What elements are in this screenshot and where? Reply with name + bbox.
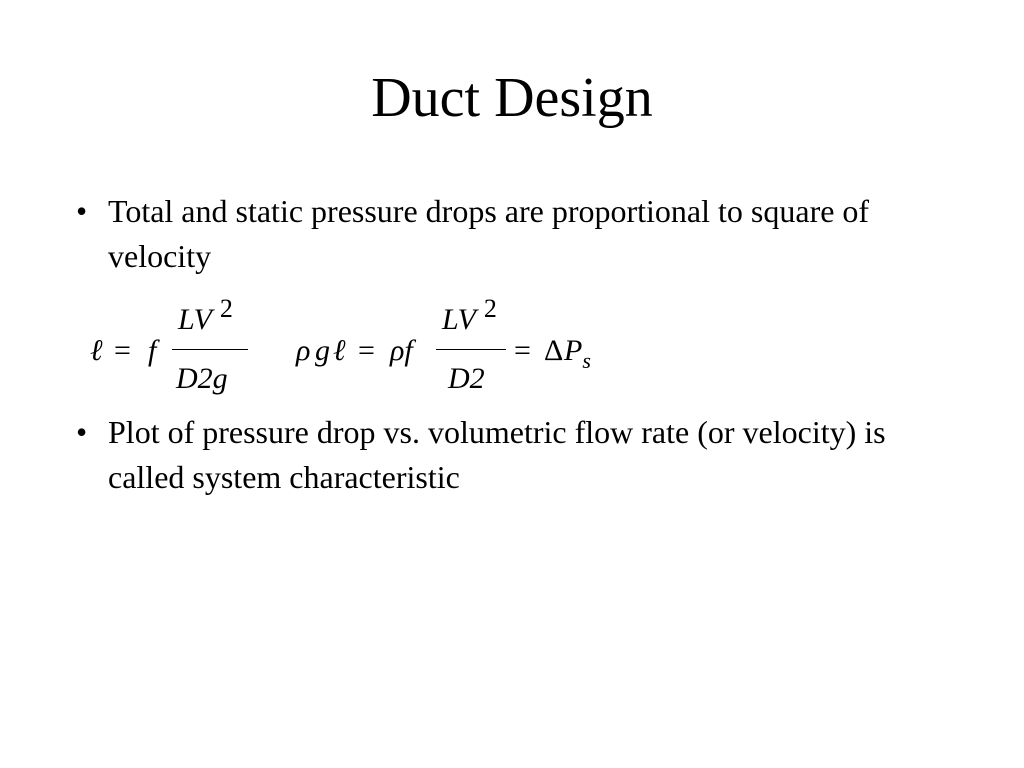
eq2-lhs-rho: ρ — [296, 334, 311, 367]
eq2-result — [564, 334, 591, 373]
bullet-icon: • — [76, 193, 88, 229]
bullet-icon: • — [76, 414, 88, 450]
eq2-numerator — [442, 294, 497, 338]
eq1-equals: = — [114, 334, 131, 367]
eq1-numerator — [178, 294, 233, 338]
eq2-lhs-g: g — [315, 334, 330, 367]
eq1-lhs: ℓ — [90, 334, 103, 367]
eq2-result-subscript: s — [582, 348, 591, 373]
eq2-equals-second: = — [514, 334, 531, 367]
eq2-equals: = — [358, 334, 375, 367]
eq2-denominator: D2 — [448, 362, 485, 395]
bullet-text: Plot of pressure drop vs. volumetric flow rate (or velocity) is called system characteristic — [108, 414, 886, 495]
eq2-fraction-bar — [436, 349, 506, 350]
eq2-result-base: P — [564, 334, 583, 367]
eq2-numerator-base: LV — [442, 303, 476, 336]
eq2-factor: ρf — [390, 334, 413, 367]
eq2-lhs-l: ℓ — [333, 334, 346, 367]
eq1-numerator-exponent: 2 — [219, 294, 233, 323]
eq1-denominator: D2g — [176, 362, 228, 395]
eq1-numerator-base: LV — [178, 303, 212, 336]
eq1-fraction-bar — [172, 349, 248, 350]
eq1-factor: f — [148, 334, 157, 367]
eq2-numerator-exponent: 2 — [483, 294, 497, 323]
bullet-text: Total and static pressure drops are proportional to square of velocity — [108, 193, 870, 274]
slide-title: Duct Design — [371, 67, 653, 129]
eq2-delta: Δ — [544, 334, 564, 367]
